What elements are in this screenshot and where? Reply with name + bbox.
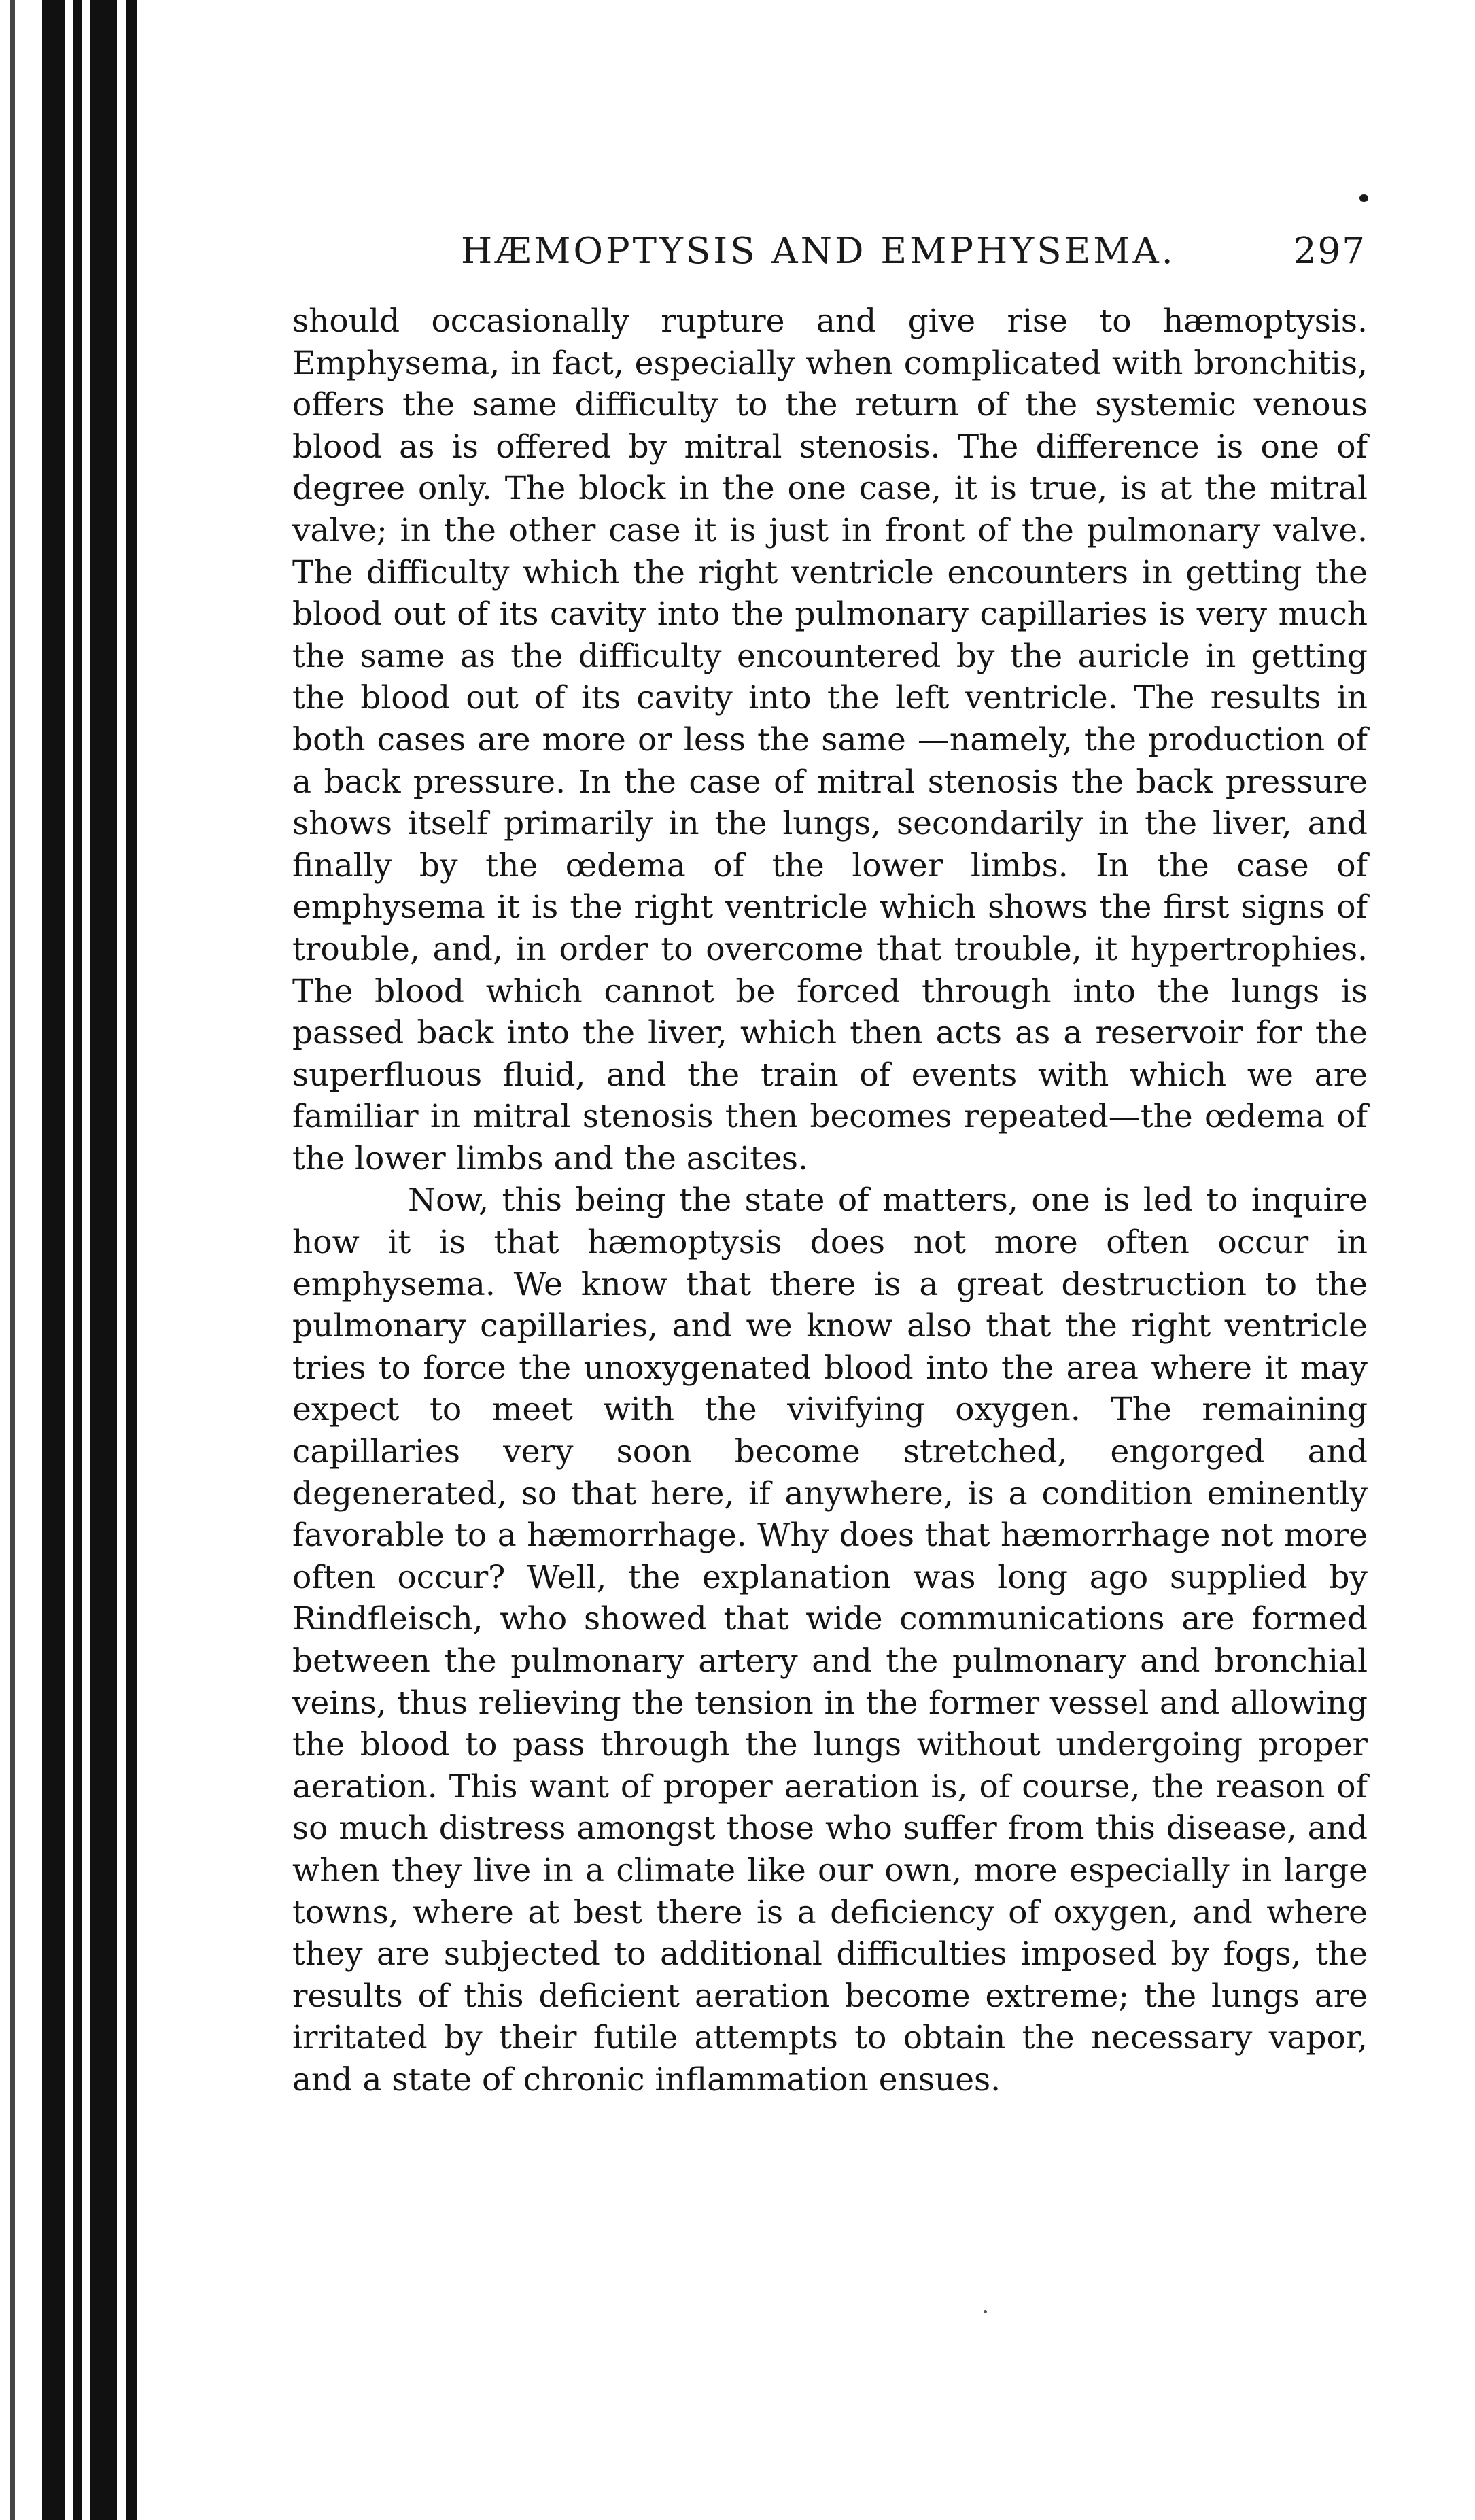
- running-head: HÆMOPTYSIS AND EMPHYSEMA.: [461, 230, 1176, 272]
- page-header: [292, 224, 1366, 279]
- body-text: [292, 300, 1368, 2101]
- paragraph: should occasionally rupture and give rise to hæmoptysis. Emphysema, in fact, especially when complicated with bronchitis, offers the same difficulty to the return of the systemic venous blood as is offered by mitral stenosis. The difference is one of degree only. The block in the one case, it is true, is at the mitral valve; in the other case it is just in front of the pulmonary valve. The difficulty which the right ventricle encounters in getting the blood out of its cavity into the pulmonary capillaries is very much the same as the difficulty encountered by the auricle in getting the blood out of its cavity into the left ventricle. The results in both cases are more or less the same —namely, the production of a back pressure. In the case of mitral stenosis the back pressure shows itself primarily in the lungs, secondarily in the liver, and finally by the œdema of the lower limbs. In the case of emphysema it is the right ventricle which shows the first signs of trouble, and, in order to overcome that trouble, it hypertrophies. The blood which cannot be forced through into the lungs is passed back into the liver, which then acts as a reservoir for the superfluous fluid, and the train of events with which we are familiar in mitral stenosis then becomes repeated—the œdema of the lower limbs and the ascites.: [292, 303, 1368, 1177]
- paragraph: Now, this being the state of matters, one is led to inquire how it is that hæmoptysis does not more often occur in emphysema. We know that there is a great destruction to the pulmonary capillaries, and we know also that the right ventricle tries to force the unoxygenated blood into the area where it may expect to meet with the vivifying oxygen. The remaining capillaries very soon become stretched, engorged and degenerated, so that here, if anywhere, is a condition eminently favorable to a hæmorrhage. Why does that hæmorrhage not more often occur? Well, the explanation was long ago supplied by Rindfleisch, who showed that wide communications are formed between the pulmonary artery and the pulmonary and bronchial veins, thus relieving the tension in the former vessel and allowing the blood to pass through the lungs without undergoing proper aeration. This want of proper aeration is, of course, the reason of so much distress amongst those who suffer from this disease, and when they live in a climate like our own, more especially in large towns, where at best there is a deficiency of oxygen, and where they are subjected to additional difficulties imposed by fogs, the results of this deficient aeration become extreme; the lungs are irritated by their futile attempts to obtain the necessary vapor, and a state of chronic inflammation ensues.: [292, 1181, 1368, 2099]
- page-number: 297: [1293, 230, 1366, 272]
- binding-gutter: [0, 0, 163, 2520]
- ink-speck: [984, 2310, 987, 2313]
- printer-mark: [1359, 194, 1368, 202]
